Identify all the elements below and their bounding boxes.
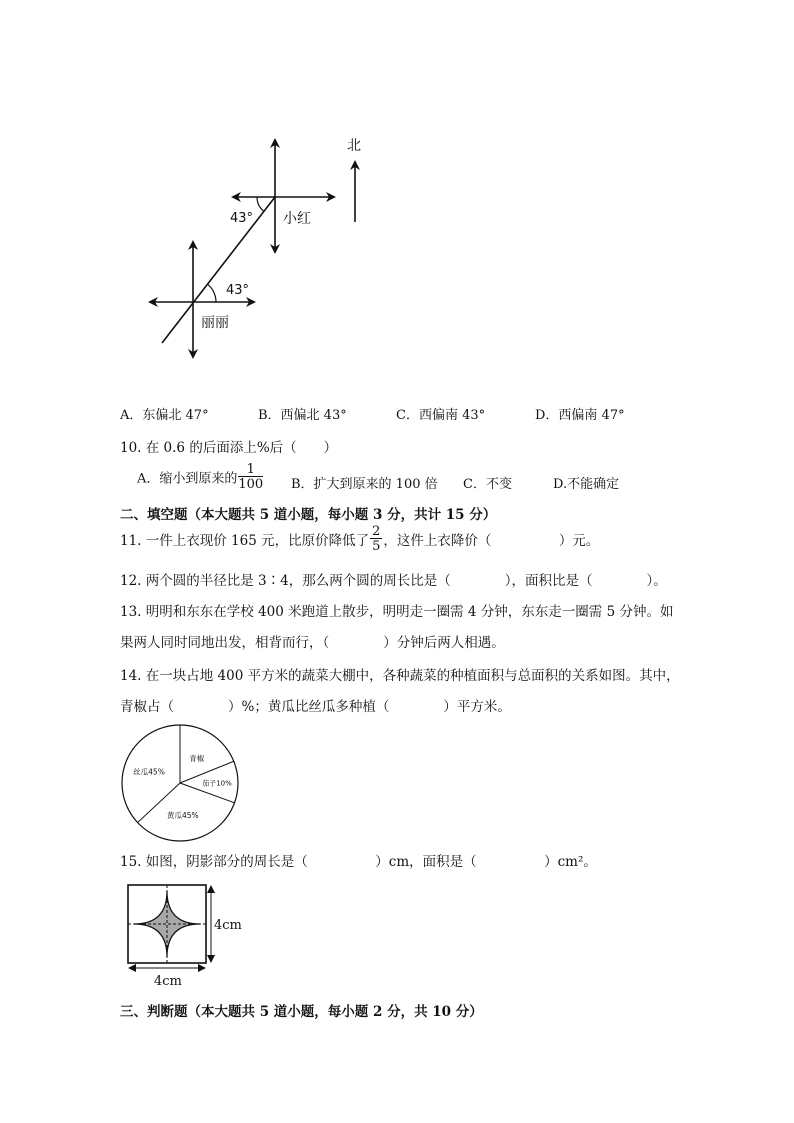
- fraction-denominator: 5: [372, 539, 381, 554]
- pie-slice-label: 黄瓜45%: [166, 810, 199, 820]
- q9-option-d: D．西偏南 47°: [535, 408, 625, 423]
- north-label: 北: [347, 138, 361, 154]
- q14-line1: 14. 在一块占地 400 平方米的蔬菜大棚中，各种蔬菜的种植面积与总面积的关系如图。其中，: [120, 668, 680, 684]
- xiaohong-label: 小红: [283, 211, 311, 227]
- q13-line1: 13. 明明和东东在学校 400 米跑道上散步，明明走一圈需 4 分钟，东东走一圈需 5 分钟。如: [120, 604, 674, 620]
- direction-diagram: [140, 130, 380, 365]
- q15: 15. 如图，阴影部分的周长是（ ）cm，面积是（ ）cm²。: [120, 854, 597, 870]
- q10-option-b: B．扩大到原来的 100 倍: [291, 477, 438, 492]
- fraction-2-5: [370, 525, 382, 553]
- bottom-length-label: 4cm: [154, 974, 182, 988]
- q11: [120, 525, 599, 553]
- fraction-denominator: 100: [238, 477, 264, 492]
- section-2-title: 二、填空题（本大题共 5 道小题，每小题 3 分，共计 15 分）: [120, 507, 497, 523]
- q12: 12. 两个圆的半径比是 3∶4，那么两个圆的周长比是（ ），面积比是（ ）。: [120, 573, 667, 589]
- angle-arc-bottom: [207, 284, 216, 302]
- angle-label-top: 43°: [230, 211, 254, 226]
- pie-slice-label: 青椒: [189, 754, 205, 764]
- q10-option-a: [137, 463, 264, 491]
- q10-option-a-prefix: A．缩小到原来的: [137, 471, 238, 487]
- vegetable-pie-chart: [118, 724, 242, 842]
- q11-part1: 11. 一件上衣现价 165 元，比原价降低了: [120, 533, 370, 549]
- angle-arc-top: [257, 197, 264, 211]
- q14-line2: 青椒占（ ）%；黄瓜比丝瓜多种植（ ）平方米。: [120, 699, 511, 715]
- q13-line2: 果两人同时同地出发，相背而行，（ ）分钟后两人相遇。: [120, 635, 505, 651]
- fraction-1-100: [238, 463, 263, 491]
- angle-label-bottom: 43°: [226, 283, 250, 298]
- q10-option-d: D.不能确定: [553, 477, 620, 492]
- fraction-numerator: 1: [238, 463, 263, 477]
- pie-slice-label: 茄子10%: [202, 779, 232, 788]
- side-length-label: 4cm: [214, 918, 242, 933]
- square-shaded-figure: [118, 878, 253, 988]
- pie-slice-label: 丝瓜45%: [133, 767, 165, 777]
- q11-part2: ，这件上衣降价（ ）元。: [383, 533, 600, 549]
- q9-option-c: C．西偏南 43°: [396, 408, 486, 423]
- q9-option-a: A．东偏北 47°: [120, 408, 209, 423]
- q10-stem: 10. 在 0.6 的后面添上%后（ ）: [120, 440, 338, 456]
- section-3-title: 三、判断题（本大题共 5 道小题，每小题 2 分，共 10 分）: [120, 1004, 483, 1020]
- fraction-numerator: 2: [372, 524, 381, 539]
- q10-option-c: C．不变: [463, 477, 512, 492]
- q9-option-b: B．西偏北 43°: [258, 408, 347, 423]
- lili-label: 丽丽: [201, 315, 229, 331]
